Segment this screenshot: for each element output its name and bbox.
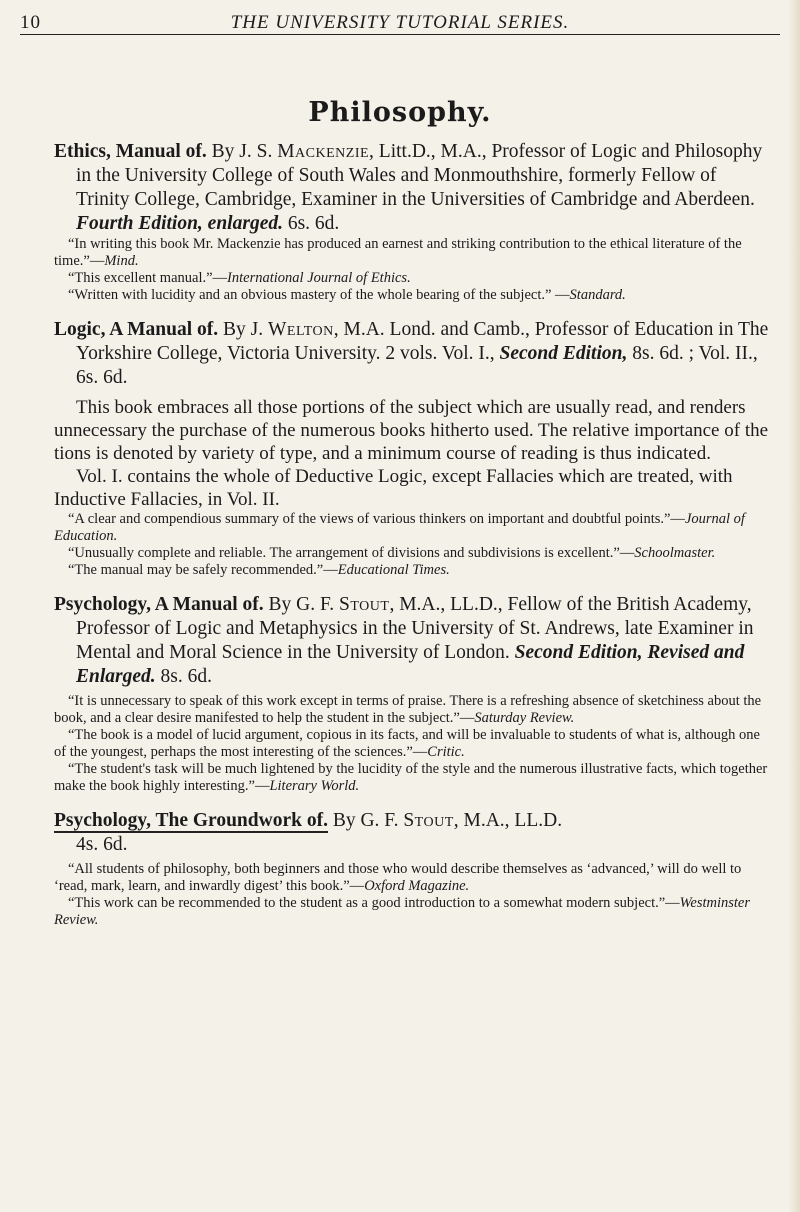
entry-price: 6s. 6d. — [287, 213, 340, 234]
entry-author: Welton — [268, 319, 334, 340]
series-title: THE UNIVERSITY TUTORIAL SERIES. — [230, 12, 570, 33]
entry-credentials: , Litt.D., M.A., Professor of Logic and Philosophy in the University College of South Wales and Monmouthshire, formerly Fellow of Trinity College, Cambridge, Examiner in the Universities of Cambridge and Aberdeen. — [76, 141, 763, 210]
page-edge-shadow — [788, 0, 800, 1212]
page-number: 10 — [20, 12, 41, 33]
entry-by: By G. F. — [268, 594, 335, 615]
entry-heading — [54, 318, 774, 390]
section-title: Philosophy. — [308, 97, 492, 128]
entry-price: 4s. 6d. — [76, 834, 128, 855]
entry-description: This book embraces all those portions of the subject which are usually read, and renders unnecessary the purchase of the numerous books hitherto used. The relative importance of the tions is denoted by variety of type, and a minimum course of reading is thus indicated. — [54, 397, 769, 464]
entry-credentials: , M.A., LL.D. — [453, 810, 563, 831]
entry-logic — [54, 318, 774, 579]
review-quote: “All students of philosophy, both beginners and those who would describe themselves as ‘advanced,’ will do well to ‘read, mark, learn, and inwardly digest’ this book.”—Oxford Magazine. — [54, 861, 742, 894]
entry-subject: Psychology, A Manual of. — [54, 594, 264, 615]
entry-psychology-manual — [54, 593, 774, 795]
entry-subject: Ethics, Manual of. — [54, 141, 207, 162]
entry-subject: Psychology, The Groundwork of. — [54, 810, 328, 831]
review-quote: “Written with lucidity and an obvious mastery of the whole bearing of the subject.” —Standard. — [68, 287, 626, 303]
entry-heading — [54, 593, 774, 689]
entry-credentials: , M.A., LL.D., Fellow of the British Academy, Professor of Logic and Metaphysics in the University of St. Andrews, late Examiner in Mental and Moral Science in the University of London. — [76, 594, 754, 663]
entry-ethics — [54, 140, 774, 304]
entry-author: Mackenzie — [277, 141, 370, 162]
entry-heading — [54, 809, 774, 857]
entry-psychology-groundwork — [54, 809, 774, 929]
review-quote: “A clear and compendious summary of the views of various thinkers on important and doubtful points.”—Journal of Education. — [54, 511, 745, 544]
entry-author: Stout — [403, 810, 454, 831]
entry-edition: Second Edition, Revised and Enlarged. — [76, 642, 745, 687]
entry-subject: Logic, A Manual of. — [54, 319, 219, 340]
review-quote: “The book is a model of lucid argument, copious in its facts, and will be invaluable to students of what is, although one of the youngest, perhaps the most interesting of the sciences.”—Critic. — [54, 727, 760, 760]
review-quote: “This excellent manual.”—International Journal of Ethics. — [68, 270, 411, 286]
review-quote: “The manual may be safely recommended.”—Educational Times. — [68, 562, 450, 578]
entry-edition: Second Edition, — [499, 343, 628, 364]
catalogue-page — [20, 10, 780, 1200]
entry-author: Stout — [339, 594, 390, 615]
running-head — [20, 10, 780, 35]
entry-edition: Fourth Edition, enlarged. — [76, 213, 283, 234]
review-quote: “Unusually complete and reliable. The arrangement of divisions and subdivisions is excellent.”—Schoolmaster. — [68, 545, 716, 561]
entry-by: By J. S. — [211, 141, 273, 162]
entry-by: By J. — [223, 319, 264, 340]
entry-by: By G. F. — [332, 810, 399, 831]
review-quote: “The student's task will be much lightened by the lucidity of the style and the numerous illustrative facts, which together make the book highly interesting.”—Literary World. — [54, 761, 768, 794]
entry-price: 8s. 6d. ; Vol. II., 6s. 6d. — [76, 343, 758, 388]
entry-description: Vol. I. contains the whole of Deductive Logic, except Fallacies which are treated, with Inductive Fallacies, in Vol. II. — [54, 466, 733, 510]
entry-price: 8s. 6d. — [160, 666, 212, 687]
entry-heading — [54, 140, 774, 236]
entries-list — [20, 140, 780, 929]
review-quote: “In writing this book Mr. Mackenzie has produced an earnest and striking contribution to the ethical literature of the time.”—Mind. — [54, 236, 742, 269]
review-quote: “It is unnecessary to speak of this work except in terms of praise. There is a refreshing absence of sketchiness about the book, and a clear desire manifested to help the student in the subject.”—Saturday Review. — [54, 693, 762, 726]
review-quote: “This work can be recommended to the student as a good introduction to a somewhat modern subject.”—Westminster Review. — [54, 895, 751, 928]
entry-credentials: , M.A. Lond. and Camb., Professor of Education in The Yorkshire College, Victoria University. 2 vols. Vol. I., — [76, 319, 769, 364]
